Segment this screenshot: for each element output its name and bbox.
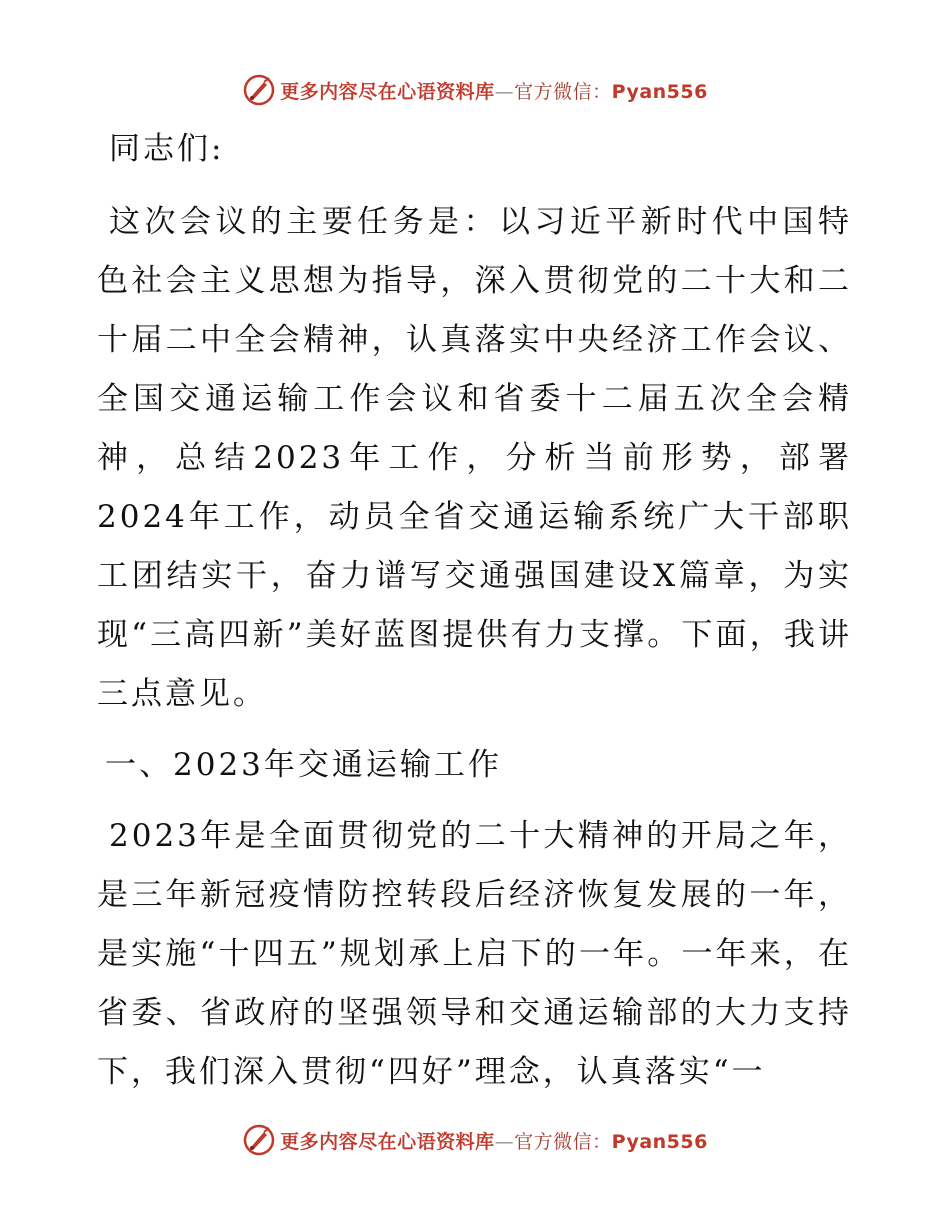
quill-logo-icon	[242, 1123, 276, 1157]
section-heading-1: 一、2023年交通运输工作	[105, 747, 502, 783]
banner-main-text: 更多内容尽在心语资料库	[280, 80, 495, 103]
quill-logo-icon	[242, 73, 276, 107]
banner-dash: —	[494, 1130, 515, 1153]
banner-wechat-id: Pyan556	[611, 80, 708, 103]
footer-watermark-banner	[0, 1120, 950, 1160]
banner-wechat-id: Pyan556	[611, 1130, 708, 1153]
banner-wechat-label: 官方微信：	[514, 80, 612, 103]
banner-text	[280, 1127, 708, 1154]
banner-text	[280, 77, 708, 104]
banner-wechat-label: 官方微信：	[514, 1130, 612, 1153]
document-body	[97, 120, 852, 1114]
banner-main-text: 更多内容尽在心语资料库	[280, 1130, 495, 1153]
banner-dash: —	[494, 80, 515, 103]
header-watermark-banner	[0, 70, 950, 110]
paragraph-intro: 这次会议的主要任务是：以习近平新时代中国特色社会主义思想为指导，深入贯彻党的二十大和二十届二中全会精神，认真落实中央经济工作会议、全国交通运输工作会议和省委十二届五次全会精神，总结2023年工作，分析当前形势，部署2024年工作，动员全省交通运输系统广大干部职工团结实干，奋力谱写交通强国建设X篇章，为实现“三高四新”美好蓝图提供有力支撑。下面，我讲三点意见。	[97, 204, 852, 712]
paragraph-2023-review: 2023年是全面贯彻党的二十大精神的开局之年，是三年新冠疫情防控转段后经济恢复发展的一年，是实施“十四五”规划承上启下的一年。一年来，在省委、省政府的坚强领导和交通运输部的大力支持下，我们深入贯彻“四好”理念，认真落实“一	[97, 818, 852, 1090]
salutation: 同志们:	[109, 131, 225, 167]
